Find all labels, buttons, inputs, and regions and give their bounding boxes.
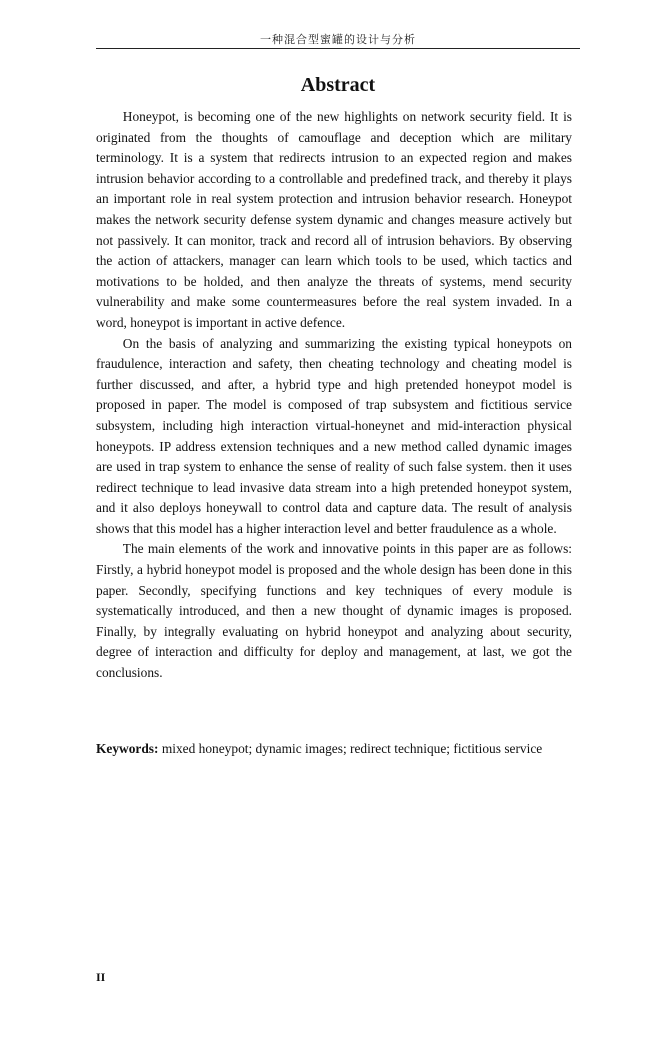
- running-header: 一种混合型蜜罐的设计与分析: [260, 33, 416, 46]
- abstract-title: Abstract: [300, 74, 376, 96]
- abstract-paragraph-1: Honeypot, is becoming one of the new highlights on network security field. It is originated from the thoughts of camouflage and deception which are military terminology. It is a system that redirects intrusion to an expected region and makes intrusion behavior according to a controllable and predefined track, and thereby it plays an important role in real system protection and intrusion behavior research. Honeypot makes the network security defense system dynamic and changes measure actively but not passively. It can monitor, track and record all of intrusion behaviors. By observing the action of attackers, manager can learn which tools to be used, which tactics and motivations to be holded, and then analyze the threats of systems, mend security vulnerability and make some countermeasures before the real system invaded. In a word, honeypot is important in active defence.: [96, 109, 572, 330]
- abstract-paragraph-2: On the basis of analyzing and summarizing the existing typical honeypots on fraudulence, interaction and safety, then cheating technology and cheating model is further discussed, and after, a hybrid type and high pretended honeypot model is proposed in paper. The model is composed of trap subsystem and fictitious service subsystem, including high interaction virtual-honeynet and mid-interaction physical honeypots. IP address extension techniques and a new method called dynamic images are used in trap system to enhance the sense of reality of such false system. then it uses redirect technique to lead invasive data stream into a high pretended honeypot system, and it also deploys honeywall to control data and capture data. The result of analysis shows that this model has a higher interaction level and better fraudulence as a whole.: [96, 335, 572, 536]
- keywords: [96, 739, 572, 759]
- abstract-paragraph-3: The main elements of the work and innovative points in this paper are as follows: Firstly, a hybrid honeypot model is proposed and the whole design has been done in this paper. Secondly, specifying functions and key techniques of every module is systematically introduced, and then a new thought of dynamic images is proposed. Finally, by integrally evaluating on hybrid honeypot and analyzing about security, degree of interaction and difficulty for deploy and management, at last, we got the conclusions.: [96, 541, 572, 681]
- abstract-body: [96, 107, 572, 684]
- keywords-label: Keywords:: [96, 741, 159, 756]
- keywords-text: mixed honeypot; dynamic images; redirect technique; fictitious service: [158, 741, 543, 756]
- header-divider: [96, 48, 580, 49]
- page-number: II: [96, 970, 106, 984]
